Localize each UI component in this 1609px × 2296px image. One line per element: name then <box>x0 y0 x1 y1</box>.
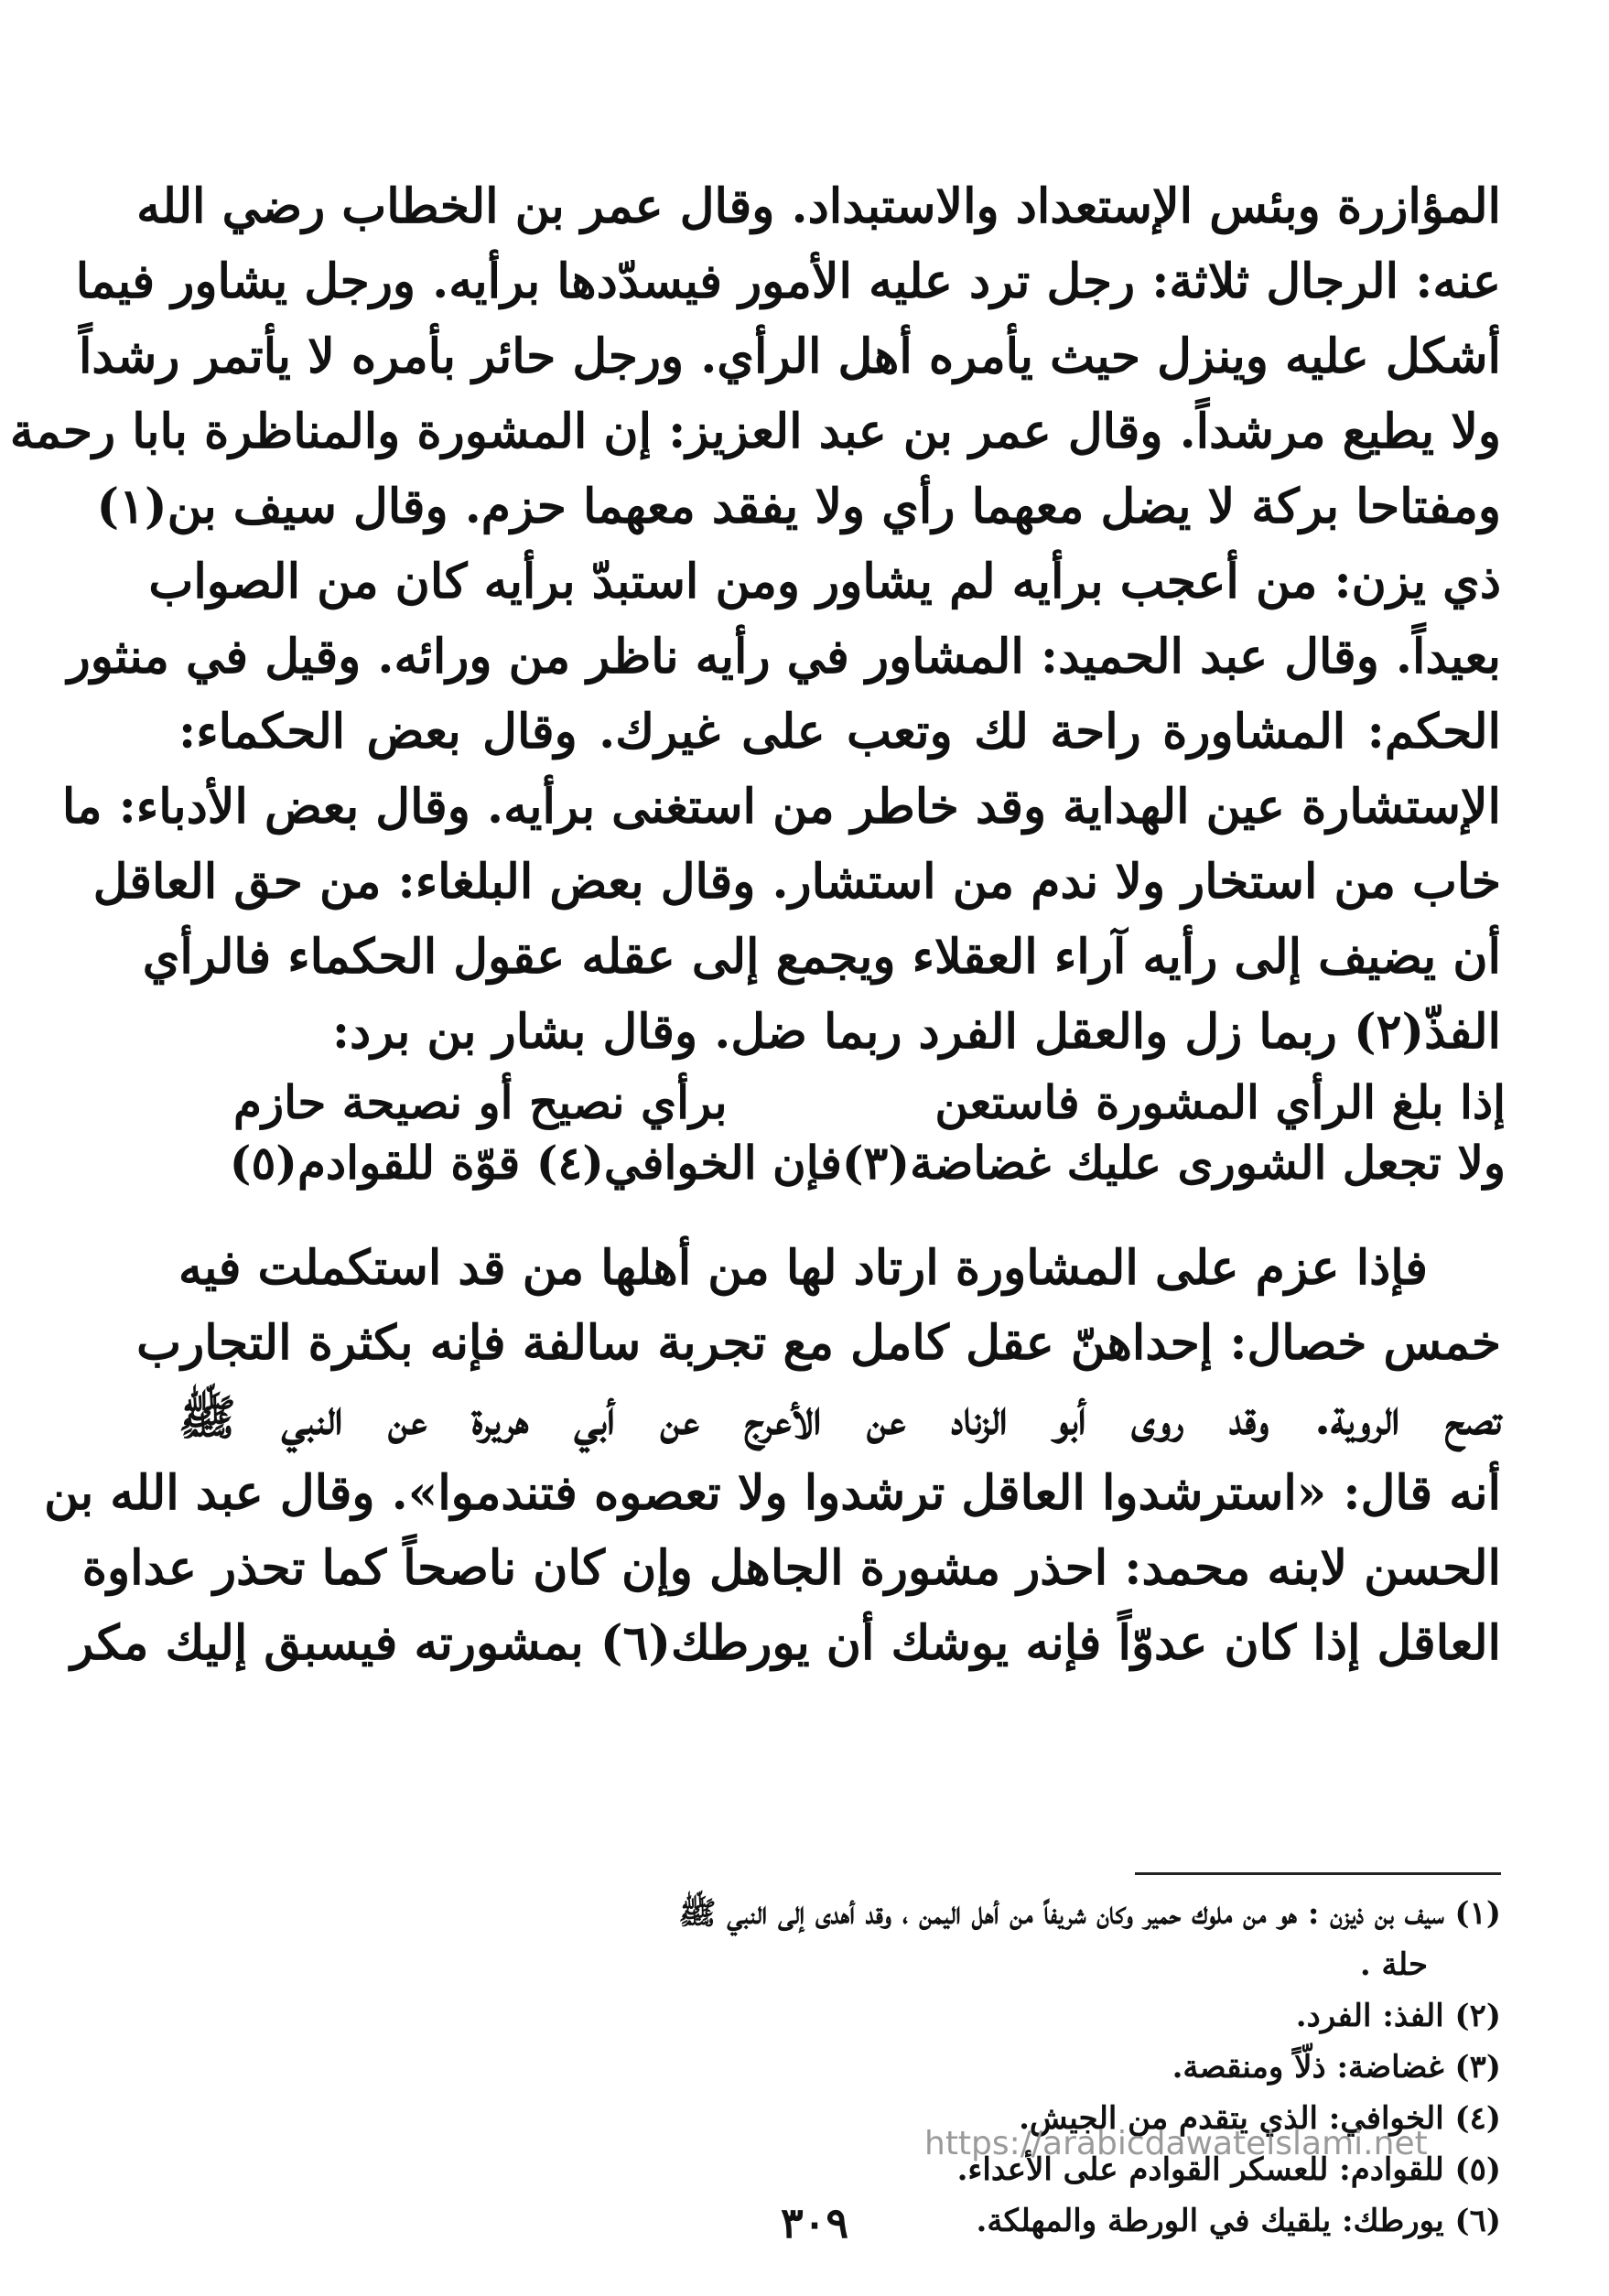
footnote: (٤) الخوافي: الذي يتقدم من الجيش. <box>1019 2100 1501 2137</box>
verse-first-hemistich: إذا بلغ الرأي المشورة فاستعن <box>934 1075 1506 1129</box>
verse-second-hemistich: برأي نصيح أو نصيحة حازم <box>233 1075 728 1129</box>
page-number: ٣٠٩ <box>780 2198 849 2247</box>
footnote: (٣) غضاضة: ذلّاً ومنقصة. <box>1172 2049 1501 2086</box>
text-line: أشكل عليه وينزل حيث يأمره أهل الرأي. ورجل حائر بأمره لا يأتمر رشداً <box>78 329 1501 384</box>
footnote: (١) سيف بن ذيزن : هو من ملوك حمير وكان شريفاً من أهل اليمن ، وقد أهدى إلى النبي ﷺ <box>678 1895 1501 1932</box>
text-line: أنه قال: «استرشدوا العاقل ترشدوا ولا تعصوه فتندموا». وقال عبد الله بن <box>44 1465 1501 1521</box>
text-line: خاب من استخار ولا ندم من استشار. وقال بعض البلغاء: من حق العاقل <box>92 854 1501 910</box>
text-line: الإستشارة عين الهداية وقد خاطر من استغنى برأيه. وقال بعض الأدباء: ما <box>61 779 1501 835</box>
text-line: ومفتاحا بركة لا يضل معهما رأي ولا يفقد معهما حزم. وقال سيف بن(١) <box>96 479 1501 534</box>
watermark-url: https://arabicdawateislami.net <box>924 2125 1428 2162</box>
footnotes <box>178 1888 1501 2247</box>
footnote: (٦) يورطك: يلقيك في الورطة والمهلكة. <box>976 2203 1501 2239</box>
poem-verses <box>229 1073 1506 1193</box>
footnote-continuation: حلة . <box>1359 1946 1428 1983</box>
footnote: (٢) الفذ: الفرد. <box>1295 1998 1501 2034</box>
text-line: تصح الروية. وقد روى أبو الزناد عن الأعرج عن أبي هريرة عن النبي ﷺ <box>178 1390 1501 1446</box>
text-line: ذي يزن: من أعجب برأيه لم يشاور ومن استبدّ برأيه كان من الصواب <box>148 554 1501 609</box>
text-line: العاقل إذا كان عدوّاً فإنه يوشك أن يورطك(٦) بمشورته فيسبق إليك مكر <box>70 1615 1501 1671</box>
verse <box>233 1073 1506 1133</box>
text-line: بعيداً. وقال عبد الحميد: المشاور في رأيه ناظر من ورائه. وقيل في منثور <box>67 629 1501 684</box>
text-line: أن يضيف إلى رأيه آراء العقلاء ويجمع إلى عقله عقول الحكماء فالرأي <box>142 929 1501 985</box>
main-text-block <box>9 169 1501 1070</box>
verse <box>229 1133 1506 1193</box>
text-line: عنه: الرجال ثلاثة: رجل ترد عليه الأمور فيسدّدها برأيه. ورجل يشاور فيما <box>75 253 1501 309</box>
footnote: (٥) للقوادم: للعسكر القوادم على الأعداء. <box>956 2151 1501 2188</box>
footnote-divider <box>1135 1872 1501 1875</box>
verse-second-hemistich: فإن الخوافي(٤) قوّة للقوادم(٥) <box>229 1136 842 1190</box>
text-line: الفذّ(٢) ربما زل والعقل الفرد ربما ضل. وقال بشار بن برد: <box>331 1004 1501 1060</box>
text-line: خمس خصال: إحداهنّ عقل كامل مع تجربة سالفة فإنه بكثرة التجارب <box>136 1315 1501 1371</box>
text-line: المؤازرة وبئس الإستعداد والاستبداد. وقال عمر بن الخطاب رضي الله <box>136 178 1501 234</box>
text-line: الحسن لابنه محمد: احذر مشورة الجاهل وإن كان ناصحاً كما تحذر عداوة <box>81 1540 1501 1596</box>
text-line: فإذا عزم على المشاورة ارتاد لها من أهلها من قد استكملت فيه <box>178 1240 1428 1296</box>
text-line: الحكم: المشاورة راحة لك وتعب على غيرك. وقال بعض الحكماء: <box>178 704 1501 760</box>
main-text-block-2 <box>44 1231 1501 1681</box>
text-line: ولا يطيع مرشداً. وقال عمر بن عبد العزيز: إن المشورة والمناظرة بابا رحمة <box>9 404 1501 459</box>
verse-first-hemistich: ولا تجعل الشورى عليك غضاضة(٣) <box>841 1136 1506 1190</box>
